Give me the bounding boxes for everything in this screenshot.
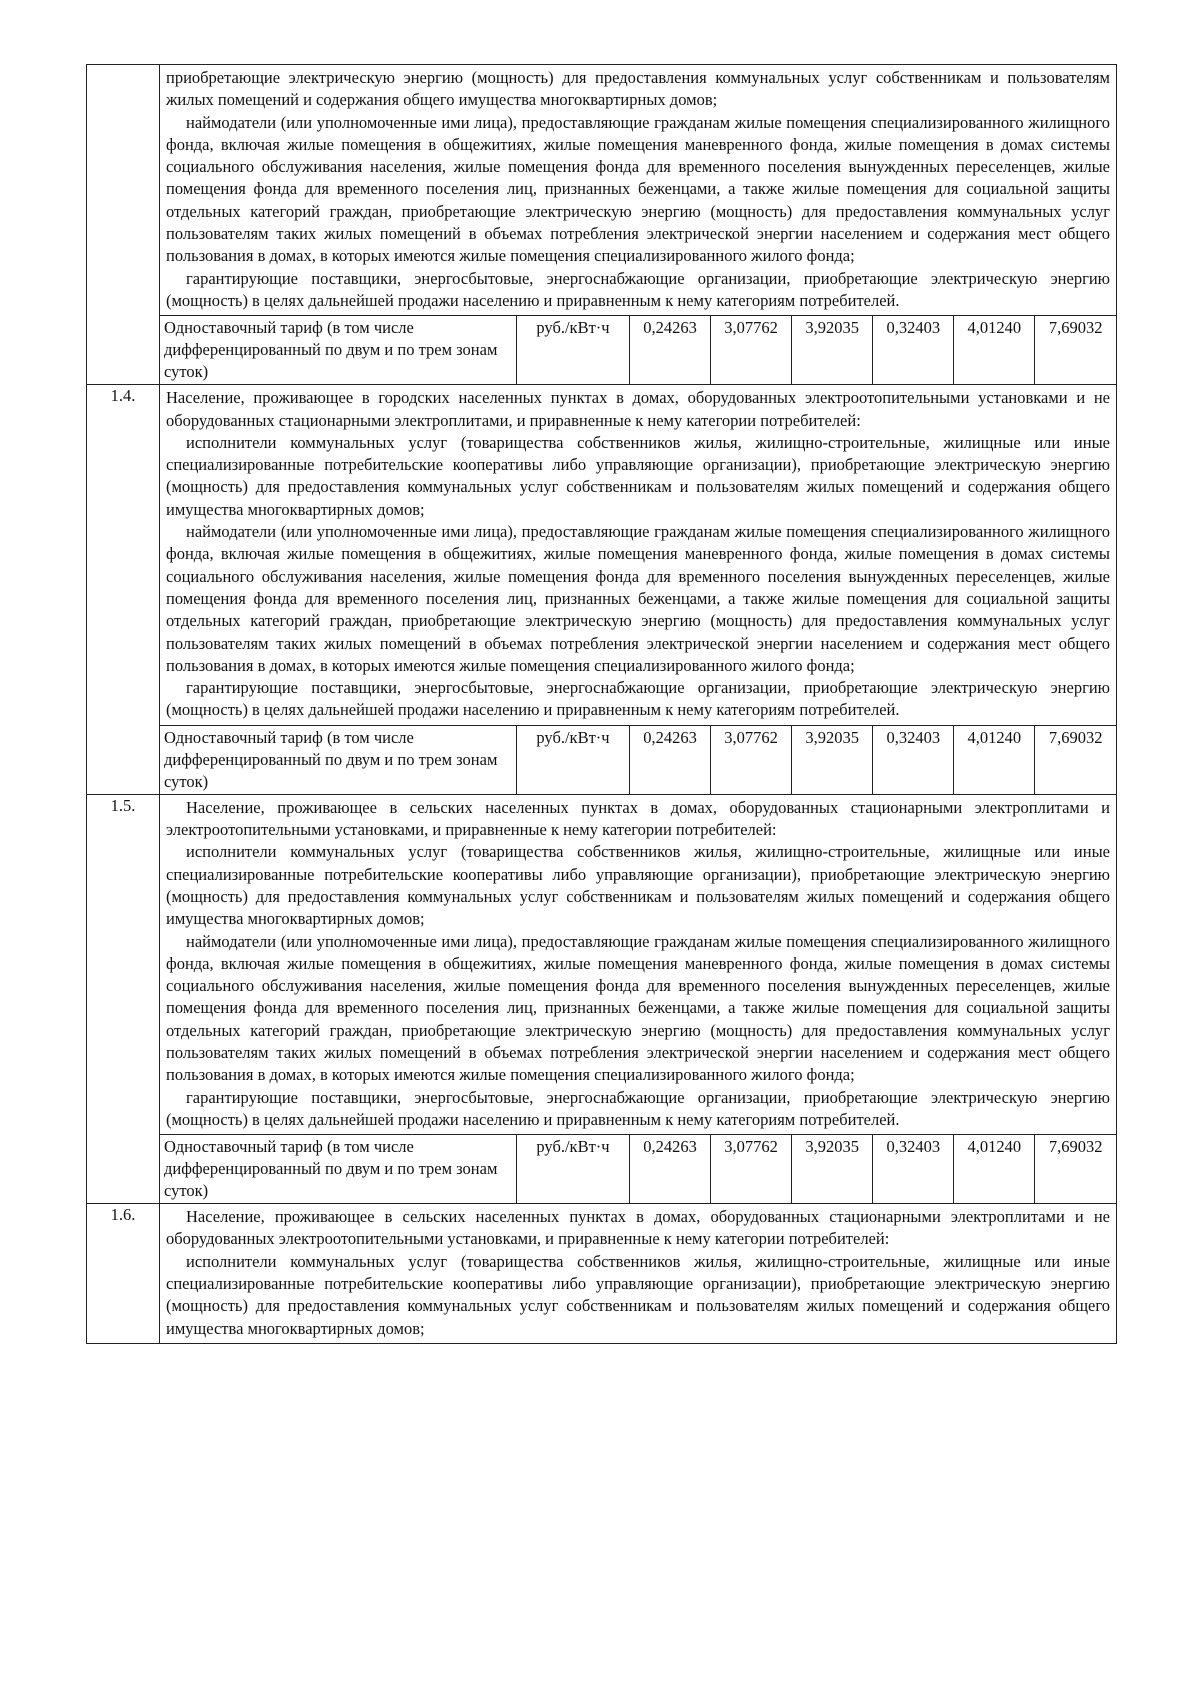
- section-number: 1.5.: [87, 794, 160, 1203]
- tariff-name: Одноставочный тариф (в том числе дифференцированный по двум и по трем зонам суток): [160, 725, 517, 794]
- tariff-name: Одноставочный тариф (в том числе дифференцированный по двум и по трем зонам суток): [160, 316, 517, 385]
- section-body: [160, 65, 1117, 385]
- section-text: [160, 1204, 1116, 1343]
- section-row: [87, 65, 1117, 385]
- tariff-value: 0,32403: [873, 1135, 954, 1204]
- tariff-value: 7,69032: [1035, 316, 1116, 385]
- tariff-value: 0,32403: [873, 316, 954, 385]
- paragraph: Население, проживающее в сельских населенных пунктах в домах, оборудованных стационарными электроплитами и электроотопительными установками, и приравненные к нему категории потребителей:: [166, 797, 1110, 840]
- paragraph: исполнители коммунальных услуг (товарищества собственников жилья, жилищно-строительные, жилищные или иные специализированные потребительские кооперативы либо управляющие организации), приобретающие электрическую энергию (мощность) для предоставления коммунальных услуг собственникам и пользователям жилых помещений и содержания общего имущества многоквартирных домов;: [166, 432, 1110, 519]
- tariff-value: 3,07762: [711, 1135, 792, 1204]
- paragraph: гарантирующие поставщики, энергосбытовые, энергоснабжающие организации, приобретающие электрическую энергию (мощность) в целях дальнейшей продажи населению и приравненным к нему категориям потребителей.: [166, 1087, 1110, 1129]
- tariff-row: [160, 316, 1116, 385]
- tariff-value: 7,69032: [1035, 1135, 1116, 1204]
- tariff-value: 0,24263: [630, 316, 711, 385]
- tariff-value: 4,01240: [954, 1135, 1035, 1204]
- tariff-document-table: [86, 64, 1117, 1344]
- tariff-name: Одноставочный тариф (в том числе дифференцированный по двум и по трем зонам суток): [160, 1135, 517, 1204]
- tariff-row-table: [160, 725, 1116, 794]
- tariff-value: 4,01240: [954, 725, 1035, 794]
- paragraph: наймодатели (или уполномоченные ими лица), предоставляющие гражданам жилые помещения специализированного жилищного фонда, включая жилые помещения в общежитиях, жилые помещения маневренного фонда, жилые помещения в домах системы социального обслуживания населения, жилые помещения фонда для временного поселения вынужденных переселенцев, жилые помещения фонда для временного поселения лиц, признанных беженцами, а также жилые помещения для социальной защиты отдельных категорий граждан, приобретающие электрическую энергию (мощность) для предоставления коммунальных услуг пользователям таких жилых помещений в объемах потребления электрической энергии населением и содержания мест общего пользования в домах, в которых имеются жилые помещения специализированного жилого фонда;: [166, 112, 1110, 266]
- tariff-unit: руб./кВт·ч: [517, 316, 630, 385]
- document-page: [86, 64, 1114, 1610]
- section-body: [160, 794, 1117, 1203]
- tariff-value: 4,01240: [954, 316, 1035, 385]
- tariff-row: [160, 725, 1116, 794]
- tariff-row-table: [160, 1134, 1116, 1203]
- tariff-value: 3,07762: [711, 725, 792, 794]
- tariff-unit: руб./кВт·ч: [517, 1135, 630, 1204]
- tariff-value: 0,24263: [630, 1135, 711, 1204]
- section-row: [87, 385, 1117, 794]
- section-row: [87, 1204, 1117, 1344]
- section-text: [160, 385, 1116, 724]
- paragraph: Население, проживающее в сельских населенных пунктах в домах, оборудованных стационарными электроплитами и не оборудованных электроотопительными установками, и приравненные к нему категории потребителей:: [166, 1207, 1110, 1249]
- tariff-value: 3,92035: [792, 1135, 873, 1204]
- paragraph: гарантирующие поставщики, энергосбытовые, энергоснабжающие организации, приобретающие электрическую энергию (мощность) в целях дальнейшей продажи населению и приравненным к нему категориям потребителей.: [166, 268, 1110, 310]
- tariff-value: 7,69032: [1035, 725, 1116, 794]
- section-text: [160, 65, 1116, 315]
- paragraph: исполнители коммунальных услуг (товарищества собственников жилья, жилищно-строительные, жилищные или иные специализированные потребительские кооперативы либо управляющие организации), приобретающие электрическую энергию (мощность) для предоставления коммунальных услуг собственникам и пользователям жилых помещений и содержания общего имущества многоквартирных домов;: [166, 1251, 1110, 1338]
- paragraph: приобретающие электрическую энергию (мощность) для предоставления коммунальных услуг собственникам и пользователям жилых помещений и содержания общего имущества многоквартирных домов;: [166, 68, 1110, 110]
- section-body: [160, 1204, 1117, 1344]
- section-number: 1.4.: [87, 385, 160, 794]
- tariff-value: 3,92035: [792, 316, 873, 385]
- section-row: [87, 794, 1117, 1203]
- section-body: [160, 385, 1117, 794]
- paragraph: наймодатели (или уполномоченные ими лица), предоставляющие гражданам жилые помещения специализированного жилищного фонда, включая жилые помещения в общежитиях, жилые помещения маневренного фонда, жилые помещения в домах системы социального обслуживания населения, жилые помещения фонда для временного поселения вынужденных переселенцев, жилые помещения фонда для временного поселения лиц, признанных беженцами, а также жилые помещения для социальной защиты отдельных категорий граждан, приобретающие электрическую энергию (мощность) для предоставления коммунальных услуг пользователям таких жилых помещений в объемах потребления электрической энергии населением и содержания мест общего пользования в домах, в которых имеются жилые помещения специализированного жилого фонда;: [166, 931, 1110, 1085]
- paragraph: гарантирующие поставщики, энергосбытовые, энергоснабжающие организации, приобретающие электрическую энергию (мощность) в целях дальнейшей продажи населению и приравненным к нему категориям потребителей.: [166, 678, 1110, 720]
- tariff-value: 3,07762: [711, 316, 792, 385]
- tariff-row-table: [160, 315, 1116, 384]
- section-number: [87, 65, 160, 385]
- tariff-row: [160, 1135, 1116, 1204]
- tariff-value: 3,92035: [792, 725, 873, 794]
- tariff-value: 0,24263: [630, 725, 711, 794]
- tariff-value: 0,32403: [873, 725, 954, 794]
- tariff-unit: руб./кВт·ч: [517, 725, 630, 794]
- paragraph: Население, проживающее в городских населенных пунктах в домах, оборудованных электроотопительными установками и не оборудованных стационарными электроплитами, и приравненные к нему категории потребителей:: [166, 388, 1110, 430]
- section-number: 1.6.: [87, 1204, 160, 1344]
- paragraph: исполнители коммунальных услуг (товарищества собственников жилья, жилищно-строительные, жилищные или иные специализированные потребительские кооперативы либо управляющие организации), приобретающие электрическую энергию (мощность) для предоставления коммунальных услуг собственникам и пользователям жилых помещений и содержания общего имущества многоквартирных домов;: [166, 842, 1110, 929]
- section-text: [160, 795, 1116, 1134]
- paragraph: наймодатели (или уполномоченные ими лица), предоставляющие гражданам жилые помещения специализированного жилищного фонда, включая жилые помещения в общежитиях, жилые помещения маневренного фонда, жилые помещения в домах системы социального обслуживания населения, жилые помещения фонда для временного поселения вынужденных переселенцев, жилые помещения фонда для временного поселения лиц, признанных беженцами, а также жилые помещения для социальной защиты отдельных категорий граждан, приобретающие электрическую энергию (мощность) для предоставления коммунальных услуг пользователям таких жилых помещений в объемах потребления электрической энергии населением и содержания мест общего пользования в домах, в которых имеются жилые помещения специализированного жилого фонда;: [166, 522, 1110, 675]
